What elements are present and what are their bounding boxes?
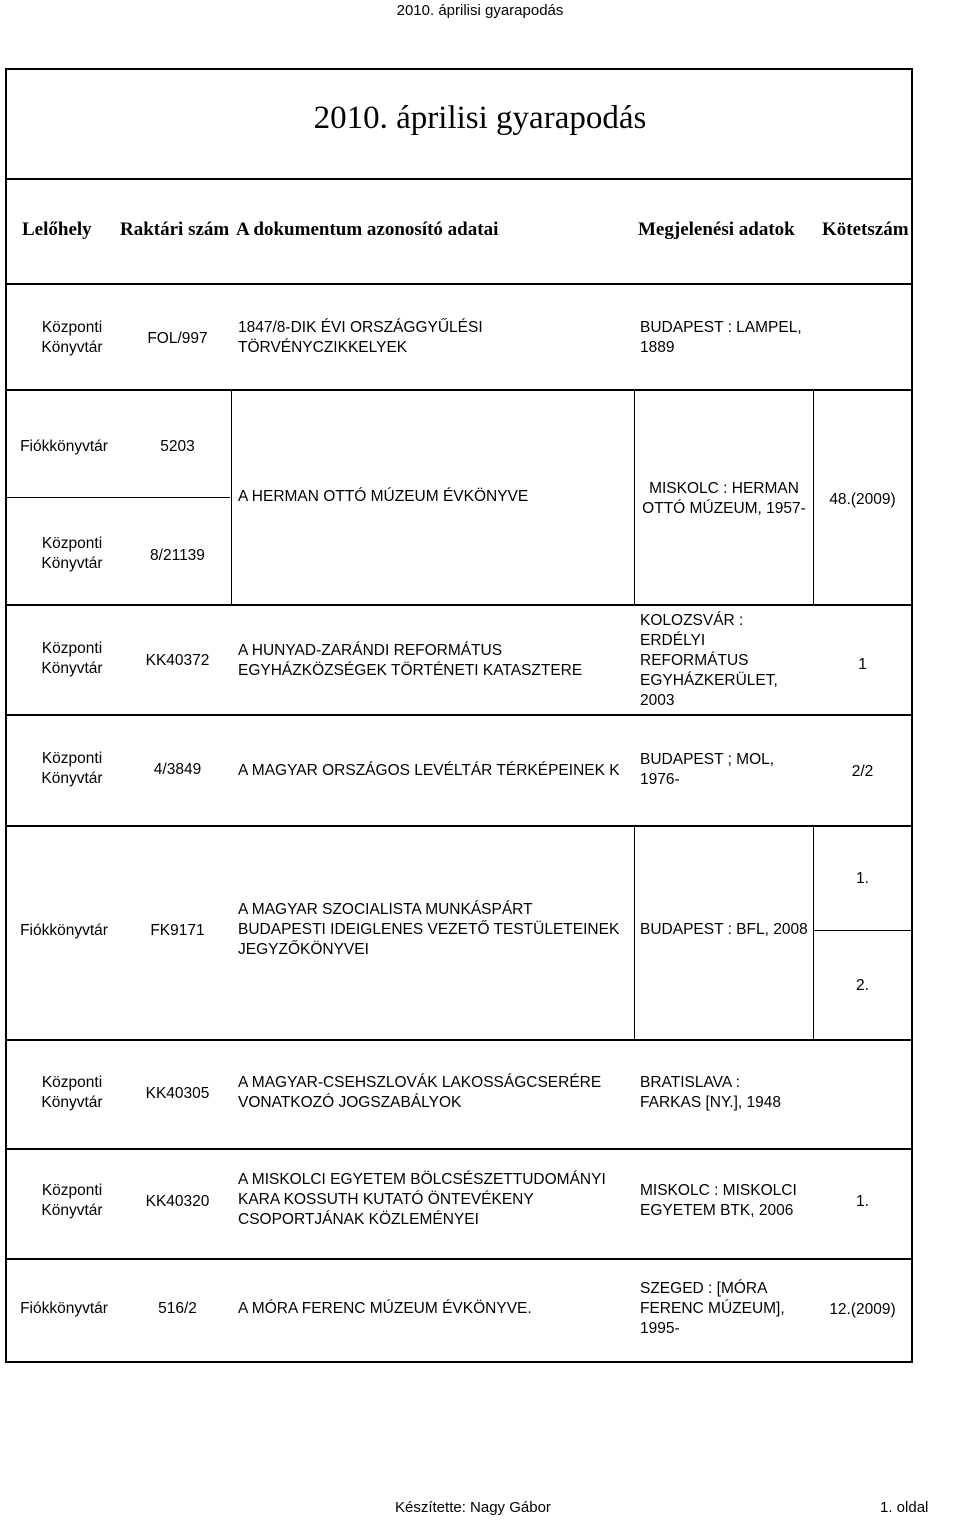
table-row-6-title: A MISKOLCI EGYETEM BÖLCSÉSZETTUDOMÁNYI KARA KOSSUTH KUTATÓ ÖNTEVÉKENY CSOPORTJÁNAK KÖZLEMÉNYEI	[238, 1171, 606, 1228]
volume-split-rule	[813, 930, 911, 931]
merged-row-rule	[5, 497, 230, 498]
table-row-3-location: Központi Könyvtár	[41, 750, 103, 787]
table-row-2-shelf: KK40372	[145, 652, 210, 669]
table-row-7-publication: SZEGED : [MÓRA FERENC MÚZEUM], 1995-	[640, 1280, 785, 1337]
table-row-1-volume: 48.(2009)	[829, 491, 896, 508]
table-left-rule	[5, 283, 7, 1363]
table-right-rule	[911, 283, 913, 1363]
table-row-4-location: Fiókkönyvtár	[20, 922, 108, 939]
running-header: 2010. áprilisi gyarapodás	[396, 2, 564, 19]
table-row-6-publication: MISKOLC : MISKOLCI EGYETEM BTK, 2006	[640, 1182, 797, 1219]
table-row-4-volume-2: 2.	[856, 977, 869, 994]
table-row-7-volume: 12.(2009)	[829, 1301, 896, 1318]
row-rule	[5, 604, 913, 606]
table-row-1-location-2: Központi Könyvtár	[41, 535, 103, 572]
table-row-5-publication: BRATISLAVA : FARKAS [NY.], 1948	[640, 1074, 782, 1111]
header-top-rule	[5, 178, 913, 180]
row-rule	[5, 825, 913, 827]
column-header-document: A dokumentum azonosító adatai	[236, 219, 499, 240]
header-right-rule	[911, 178, 913, 285]
footer-page-number: 1. oldal	[880, 1499, 929, 1516]
table-row-3-shelf: 4/3849	[153, 761, 202, 778]
column-header-publication: Megjelenési adatok	[638, 219, 795, 240]
table-row-4-volume: 1.	[856, 870, 869, 887]
table-row-6-location: Központi Könyvtár	[41, 1182, 103, 1219]
row-rule	[5, 1361, 913, 1363]
table-row-3-title: A MAGYAR ORSZÁGOS LEVÉLTÁR TÉRKÉPEINEK K	[238, 762, 620, 779]
table-row-0-title: 1847/8-DIK ÉVI ORSZÁGGYŰLÉSI TÖRVÉNYCZIKKELYEK	[238, 319, 483, 356]
page-title: 2010. áprilisi gyarapodás	[313, 100, 647, 136]
header-left-rule	[5, 178, 7, 285]
header-bottom-rule	[5, 283, 913, 285]
merged-cell-divider	[813, 389, 814, 605]
footer-author: Készítette: Nagy Gábor	[395, 1499, 551, 1516]
table-row-1-publication: MISKOLC : HERMAN OTTÓ MÚZEUM, 1957-	[642, 480, 806, 517]
merged-cell-divider	[634, 389, 635, 605]
row-rule	[5, 1258, 913, 1260]
table-row-6-shelf: KK40320	[145, 1193, 210, 1210]
table-row-1-location: Fiókkönyvtár	[20, 438, 108, 455]
table-row-1-title: A HERMAN OTTÓ MÚZEUM ÉVKÖNYVE	[238, 488, 529, 505]
table-row-7-title: A MÓRA FERENC MÚZEUM ÉVKÖNYVE.	[238, 1300, 532, 1317]
table-row-7-location: Fiókkönyvtár	[20, 1300, 108, 1317]
table-row-2-publication: KOLOZSVÁR : ERDÉLYI REFORMÁTUS EGYHÁZKERÜLET, 2003	[640, 612, 778, 709]
table-row-3-publication: BUDAPEST ; MOL, 1976-	[640, 751, 775, 788]
row-rule	[5, 389, 913, 391]
row-rule	[5, 1148, 913, 1150]
table-row-2-title: A HUNYAD-ZARÁNDI REFORMÁTUS EGYHÁZKÖZSÉGEK TÖRTÉNETI KATASZTERE	[238, 642, 583, 679]
column-header-shelf: Raktári szám	[120, 219, 230, 240]
table-row-0-location: Központi Könyvtár	[41, 319, 103, 356]
table-row-4-title: A MAGYAR SZOCIALISTA MUNKÁSPÁRT BUDAPESTI IDEIGLENES VEZETŐ TESTÜLETEINEK JEGYZŐKÖNYVEI	[238, 901, 620, 958]
column-header-location: Lelőhely	[22, 219, 92, 240]
table-row-5-title: A MAGYAR-CSEHSZLOVÁK LAKOSSÁGCSERÉRE VONATKOZÓ JOGSZABÁLYOK	[238, 1074, 602, 1111]
table-row-2-location: Központi Könyvtár	[41, 640, 103, 677]
table-row-3-volume: 2/2	[851, 763, 874, 780]
table-row-5-location: Központi Könyvtár	[41, 1074, 103, 1111]
table-row-0-publication: BUDAPEST : LAMPEL, 1889	[640, 319, 802, 356]
table-row-7-shelf: 516/2	[158, 1300, 197, 1317]
table-row-6-volume: 1.	[856, 1193, 869, 1210]
table-row-2-volume: 1	[858, 656, 867, 673]
row-rule	[5, 714, 913, 716]
table-row-5-shelf: KK40305	[145, 1085, 210, 1102]
table-row-1-shelf: 5203	[160, 438, 195, 455]
merged-cell-divider	[231, 389, 232, 605]
merged-cell-divider	[634, 825, 635, 1039]
table-row-1-shelf-2: 8/21139	[150, 547, 205, 564]
column-header-volume: Kötetszám	[822, 219, 909, 240]
table-row-4-shelf: FK9171	[150, 922, 205, 939]
table-row-4-publication: BUDAPEST : BFL, 2008	[640, 921, 808, 938]
table-row-0-shelf: FOL/997	[147, 330, 208, 347]
row-rule	[5, 1039, 913, 1041]
merged-cell-divider	[813, 825, 814, 1039]
